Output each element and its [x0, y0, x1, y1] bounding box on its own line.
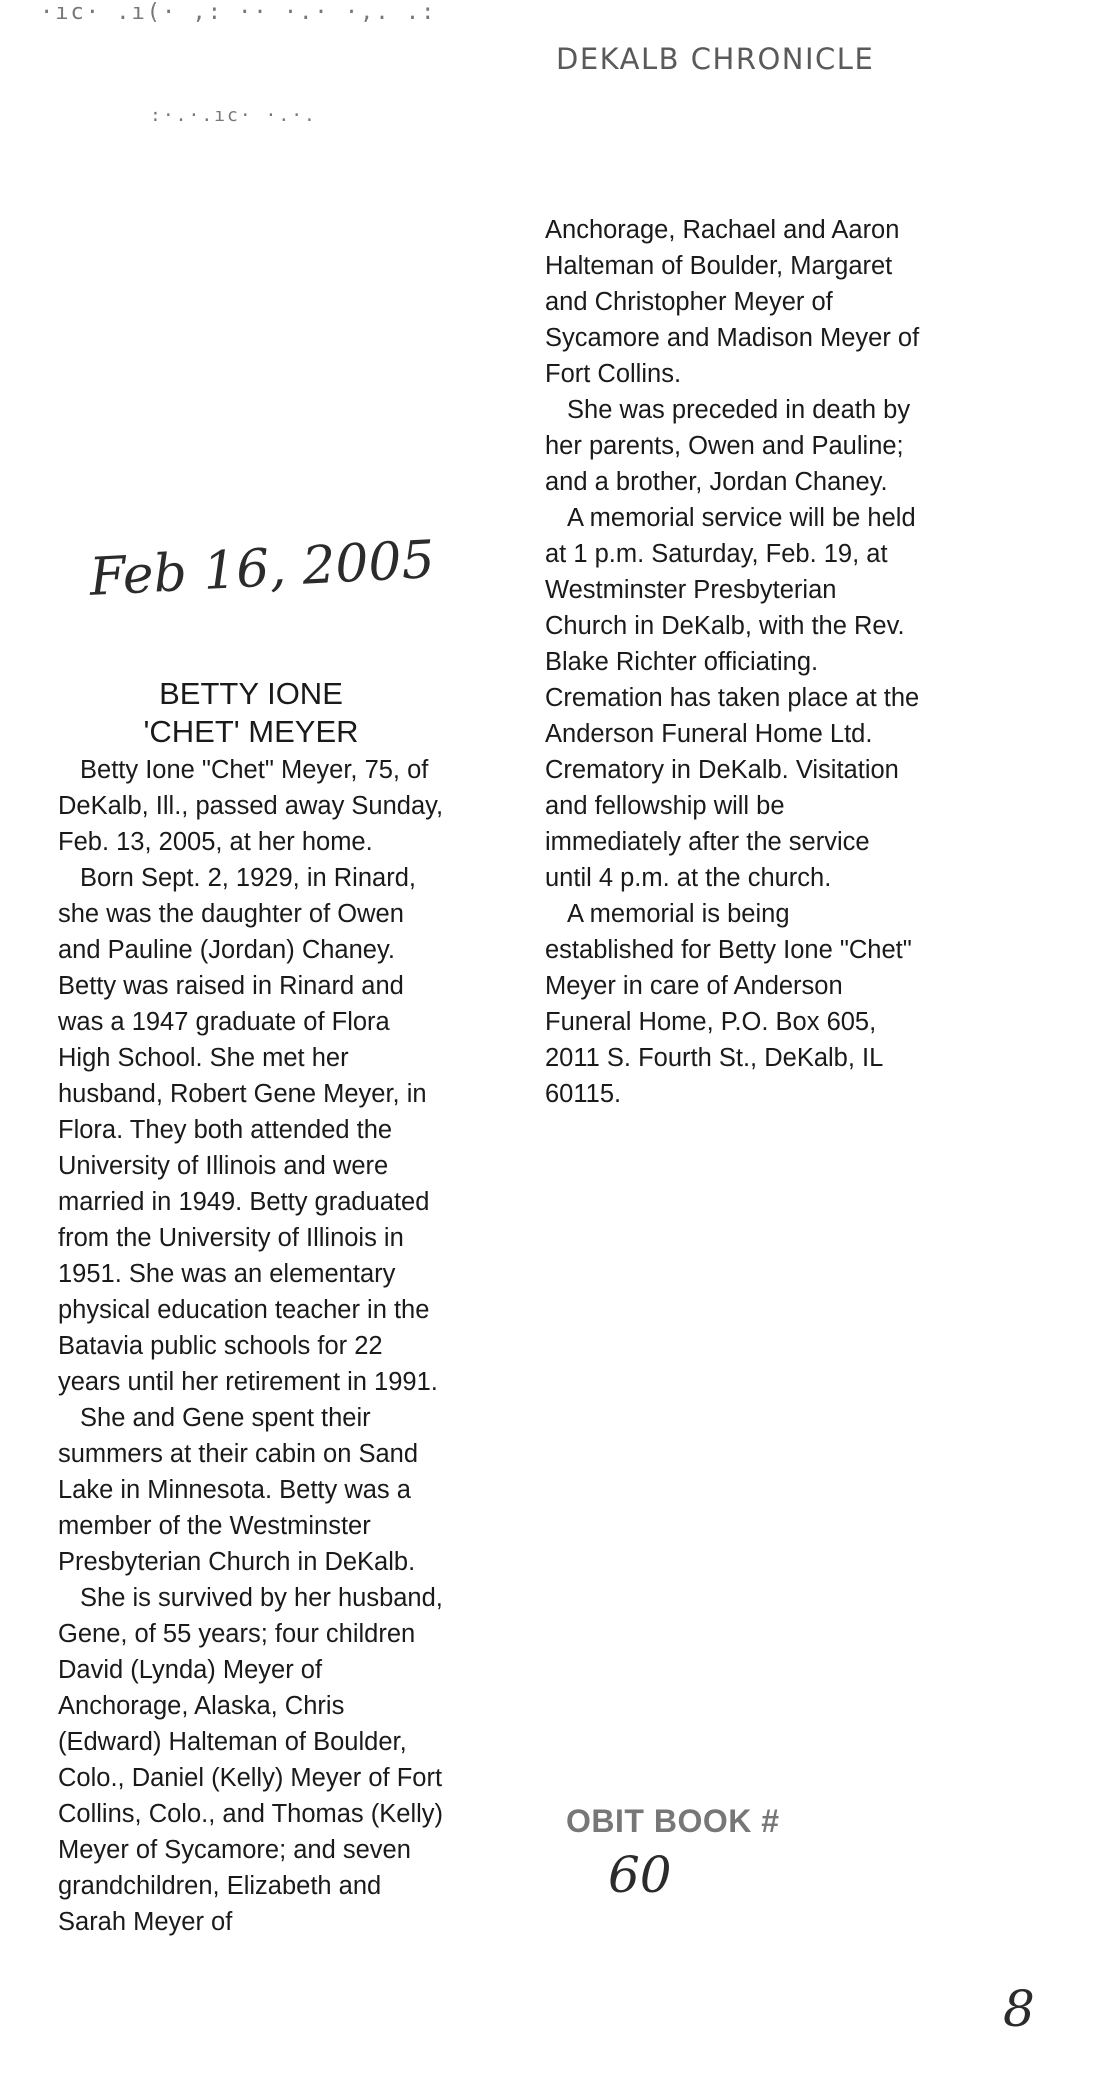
- handwritten-page-number: 8: [1003, 1980, 1035, 2038]
- paragraph: Betty Ione "Chet" Meyer, 75, of DeKalb, Ill., passed away Sunday, Feb. 13, 2005, at her home.: [58, 756, 444, 856]
- publication-stamp: DEKALB CHRONICLE: [556, 42, 875, 76]
- handwritten-date: Feb 16, 2005: [88, 529, 437, 608]
- scan-artifact: ·ıc· .ı(· ,: ·· ·.· ·,. .:: [40, 0, 437, 25]
- paragraph: A memorial is being established for Betty Ione "Chet" Meyer in care of Anderson Funeral Home, P.O. Box 605, 2011 S. Fourth St., DeKalb, IL 60115.: [545, 900, 912, 1108]
- headline-line-1: BETTY IONE: [159, 676, 343, 711]
- paragraph: She was preceded in death by her parents, Owen and Pauline; and a brother, Jordan Chaney.: [545, 396, 911, 496]
- paragraph: Born Sept. 2, 1929, in Rinard, she was the daughter of Owen and Pauline (Jordan) Chaney. Betty was raised in Rinard and was a 1947 graduate of Flora High School. She met her husband, Robert Gene Meyer, in Flora. They both attended the University of Illinois and were married in 1949. Betty graduated from the University of Illinois in 1951. She was an elementary physical education teacher in the Batavia public schools for 22 years until her retirement in 1991.: [58, 864, 438, 1396]
- paragraph: A memorial service will be held at 1 p.m. Saturday, Feb. 19, at Westminster Presbyterian Church in DeKalb, with the Rev. Blake Richter officiating. Cremation has taken place at the Anderson Funeral Home Ltd. Crematory in DeKalb. Visitation and fellowship will be immediately after the service until 4 p.m. at the church.: [545, 504, 920, 892]
- right-column: [545, 212, 923, 1112]
- obit-book-label: OBIT BOOK #: [566, 1803, 780, 1839]
- scan-artifact: :·.·.ıc· ·.·.: [150, 105, 317, 126]
- paragraph: She and Gene spent their summers at their cabin on Sand Lake in Minnesota. Betty was a member of the Westminster Presbyterian Church in DeKalb.: [58, 1404, 419, 1576]
- paragraph: Anchorage, Rachael and Aaron Halteman of Boulder, Margaret and Christopher Meyer of Sycamore and Madison Meyer of Fort Collins.: [545, 216, 920, 388]
- paragraph: She is survived by her husband, Gene, of 55 years; four children David (Lynda) Meyer of Anchorage, Alaska, Chris (Edward) Halteman of Boulder, Colo., Daniel (Kelly) Meyer of Fort Collins, Colo., and Thomas (Kelly) Meyer of Sycamore; and seven grandchildren, Elizabeth and Sarah Meyer of: [58, 1584, 444, 1936]
- headline-line-2: 'CHET' MEYER: [143, 714, 359, 749]
- handwritten-book-number: 60: [608, 1846, 672, 1904]
- left-column: [58, 676, 444, 1940]
